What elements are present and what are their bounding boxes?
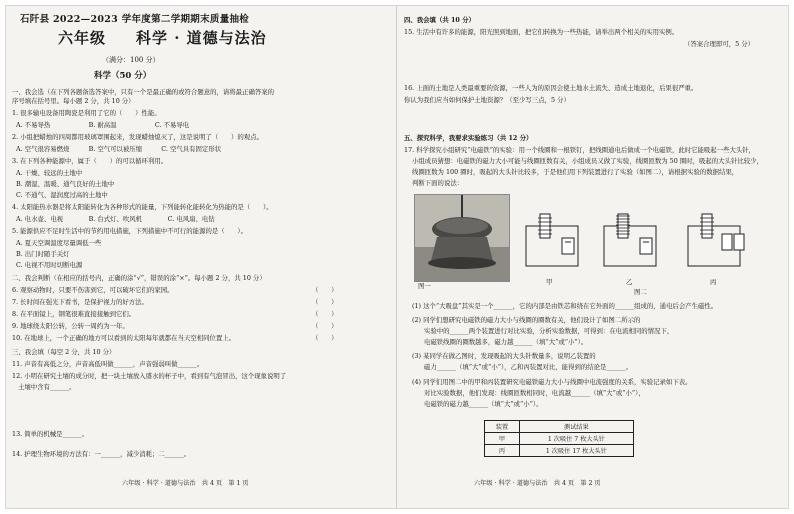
question-line: 16. 上面的土地是人类最重要的资源，一些人为的原因会使土地水土流失、造成土地退化，后果很严重。 [404, 84, 698, 92]
page-footer: 六年级 · 科学 · 道德与法治 共 4 页 第 2 页 [474, 480, 601, 487]
score-note: （答案合理即可，5 分） [684, 40, 755, 48]
judge-line: 9. 地球绕太阳公转，公转一周约为一年。 [12, 322, 129, 330]
fill-line: 14. 护理生物环境的方法有：一______，减少消耗；二______。 [12, 450, 191, 458]
table-row [485, 433, 634, 445]
option-line: B. 潮湿、温暖、通气良好的土地中 [16, 180, 115, 188]
question-line: 4. 太阳能热水器是将太阳能转化为各种形式的能量，下列能转化能转化为热能的是（ ）。 [12, 203, 273, 211]
electromagnet-photo [414, 194, 510, 282]
table-header: 装置 [485, 421, 520, 433]
option-line: A. 电水壶、电视 B. 台式灯、吹风机 C. 电风扇、电钻 [16, 215, 215, 223]
table-cell: 甲 [485, 433, 520, 445]
fill-line: 13. 简单的机械是______。 [12, 430, 89, 438]
question-line: 3. 在下列各种能源中，属于（ ）的可以循环利用。 [12, 157, 168, 165]
option-line: A. 干燥、较远的土地中 [16, 169, 83, 177]
option-line: C. 不通气、湿润度过高的土地中 [16, 191, 108, 199]
subquestion-line: (4) 同学们用图二中的甲和丙装置研究电磁铁磁力大小与线圈中电流强度的关系，实验记录如下表。 [412, 378, 692, 386]
electromagnet-setup-jia [522, 206, 582, 276]
question-line: 小组成员猜想：电磁铁的磁力大小可能与线圈匝数有关，小组成员又做了实验，线圈匝数为 50 圈时，吸起的大头针比较少， [412, 157, 763, 165]
science-heading: 科学（50 分） [94, 71, 152, 81]
subquestion-line: 磁力______（填“大”或“小”），乙和丙装置对比，能得到的结论是______。 [424, 363, 632, 371]
answer-bracket: （ ） [312, 322, 338, 330]
fill-line: 11. 声音有高低之分，声音高低叫做______，声音强弱叫做______。 [12, 360, 204, 368]
exam-page-2 [404, 10, 782, 502]
option-line: B. 出门时随手关灯 [16, 250, 70, 258]
subject-title: 科学 · 道德与法治 [136, 29, 267, 47]
section-heading: 四、我会填（共 10 分） [404, 16, 475, 24]
electromagnet-setup-bing [684, 206, 754, 276]
subquestion-line: (3) 某同学在做乙图时，发现吸起的大头针数量多，说明乙装置的 [412, 352, 596, 360]
subquestion-line: 对比实验数据，他们发现：线圈匝数相同时，电流越______（填“大”或“小”）， [424, 389, 645, 397]
question-line: 线圈匝数为 100 圈时，吸起的大头针比较多，于是他们用下列装置进行了实验（如图二），请根据实验的数据结果， [412, 168, 739, 176]
results-table [484, 420, 634, 457]
exam-title: 石阡县 2022—2023 学年度第二学期期末质量抽检 [20, 14, 250, 25]
page-fold-divider [396, 6, 397, 508]
subquestion-line: 电磁铁线圈的圈数越多，磁力越______（填“大”或“小”）。 [424, 338, 588, 346]
question-line: 5. 能源供应不足时生活中的节约用电措施，下列措施中不可行的能源的是（ ）。 [12, 227, 247, 235]
judge-line: 7. 长时间在强光下看书，是保护视力的好方法。 [12, 298, 148, 306]
question-line: 17. 科学探究小组研究“电磁铁”的实验：用一个线圈和一根铁钉，把线圈通电后做成一个电磁铁，此时它能吸起一些大头针， [404, 146, 756, 154]
section-heading: 二、我会判断（在相应的括号内，正确的涂“√”，错误的涂“×”。每小题 2 分，共 10 分） [12, 274, 266, 282]
judge-line: 6. 观察动物时，只要不伤害到它，可以破坏它们的家园。 [12, 286, 174, 294]
device-label-yi: 乙 [626, 278, 633, 286]
option-line: A. 夏天空调温度尽量调低一些 [16, 239, 102, 247]
table-row [485, 445, 634, 457]
judge-line: 8. 在平面镜上，钢笔很难直接接触到它们。 [12, 310, 136, 318]
figure1-caption: 图一 [418, 282, 431, 290]
grade-title: 六年级 [58, 29, 107, 47]
page-footer: 六年级 · 科学 · 道德与法治 共 4 页 第 1 页 [122, 480, 249, 487]
table-cell: 丙 [485, 445, 520, 457]
subquestion-line: (1) 这个“大吸盘”其实是一个______，它的内部是由铁芯和绕在它外面的______组成的，通电后会产生磁性。 [412, 302, 718, 310]
table-cell: 1 次吸住 7 枚大头针 [519, 433, 633, 445]
question-line: 你认为我们应当如何保护土地资源？（至少写三点，5 分） [404, 96, 570, 104]
answer-bracket: （ ） [312, 310, 338, 318]
section-heading: 五、探究科学，我要求实验练习（共 12 分） [404, 134, 533, 142]
section-heading: 三、我会填（每空 2 分，共 10 分） [12, 348, 116, 356]
question-line: 2. 小组把蜡烛的四周都用玻璃罩围起来，发现蜡烛熄灭了，这是说明了（ ）的观点。 [12, 133, 263, 141]
subquestion-line: (2) 同学们想研究电磁铁的磁力大小与线圈的圈数有关，他们设计了如图二所示的 [412, 316, 641, 324]
option-line: A. 空气很容易燃烧 B. 空气可以被压缩 C. 空气具有固定形状 [16, 145, 222, 153]
full-score: （满分：100 分） [102, 56, 160, 64]
answer-bracket: （ ） [312, 298, 338, 306]
subquestion-line: 电磁铁的磁力越______（填“大”或“小”）。 [424, 400, 543, 408]
device-label-jia: 甲 [546, 278, 553, 286]
figure2-caption: 图二 [634, 288, 647, 296]
option-line: C. 电视不用时切断电源 [16, 261, 83, 269]
device-label-bing: 丙 [710, 278, 717, 286]
table-header-row [485, 421, 634, 433]
text-line: 一、我会选（在下列各题备选答案中，只有一个是最正确的或符合题意的，请将最正确答案的 [12, 88, 275, 96]
fill-line: 12. 小明在研究土壤的成分时，把一块土壤放入盛水的杯子中，看到有气泡冒出，这个现象说明了 [12, 372, 287, 380]
fill-line: 土壤中含有______。 [18, 383, 76, 391]
question-line: 判断下面的说法： [412, 179, 464, 187]
text-line: 序号填在括号里。每小题 2 分，共 10 分） [12, 97, 135, 105]
question-line: 1. 很多输电设备用陶瓷是利用了它的（ ）性能。 [12, 109, 161, 117]
answer-bracket: （ ） [312, 286, 338, 294]
judge-line: 10. 在地球上，一个正确的地方可以看到的太阳每年就都在当天空相同位置上。 [12, 334, 236, 342]
table-cell: 1 次吸住 17 枚大头针 [519, 445, 633, 457]
option-line: A. 不易导热 B. 耐高温 C. 不易导电 [16, 121, 190, 129]
answer-bracket: （ ） [312, 334, 338, 342]
electromagnet-setup-yi [600, 206, 660, 276]
subquestion-line: 实验中的______两个装置进行对比实验，分析实验数据，可得到：在电流相同的情况下， [424, 327, 674, 335]
question-line: 15. 生活中有许多的能源，阳光照到地面，把它们转换为一些热能，请举出两个相关的实用实例。 [404, 28, 679, 36]
table-header: 测试结果 [519, 421, 633, 433]
exam-page-1 [12, 10, 390, 502]
